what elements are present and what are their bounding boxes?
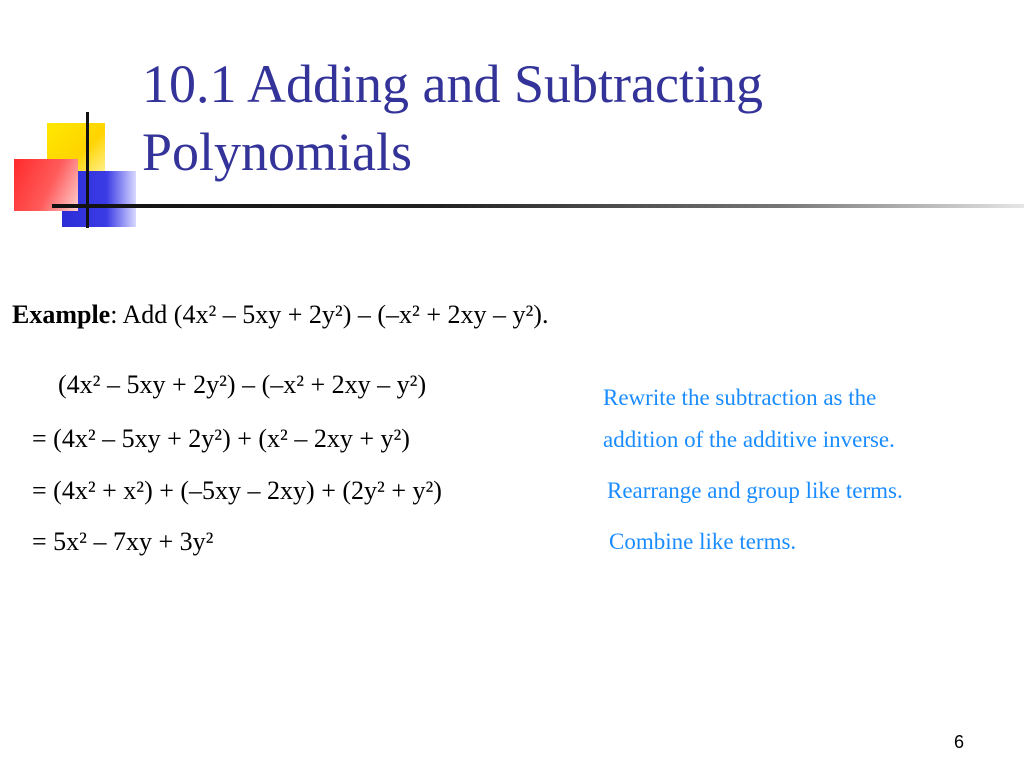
title-line-1: 10.1 Adding and Subtracting	[142, 54, 763, 114]
title-line-2: Polynomials	[142, 122, 413, 182]
example-statement	[12, 300, 548, 330]
step-2-expression: = (4x² – 5xy + 2y²) + (x² – 2xy + y²)	[32, 424, 410, 453]
step-3-expression: = (4x² + x²) + (–5xy – 2xy) + (2y² + y²)	[32, 476, 442, 505]
note-combine: Combine like terms.	[609, 529, 797, 554]
note-rewrite-line-1: Rewrite the subtraction as the	[603, 385, 877, 410]
note-rewrite-line-2: addition of the additive inverse.	[603, 427, 895, 452]
step-1-expression: (4x² – 5xy + 2y²) – (–x² + 2xy – y²)	[58, 370, 427, 399]
slide-title	[142, 50, 1002, 186]
note-rearrange: Rearrange and group like terms.	[607, 478, 903, 503]
example-text: : Add (4x² – 5xy + 2y²) – (–x² + 2xy – y²).	[110, 300, 549, 329]
slide-number: 6	[953, 732, 964, 752]
step-4-expression: = 5x² – 7xy + 3y²	[32, 527, 214, 556]
example-label: Example	[12, 300, 111, 329]
logo-vertical-line	[86, 112, 89, 228]
title-underline	[52, 204, 1024, 208]
